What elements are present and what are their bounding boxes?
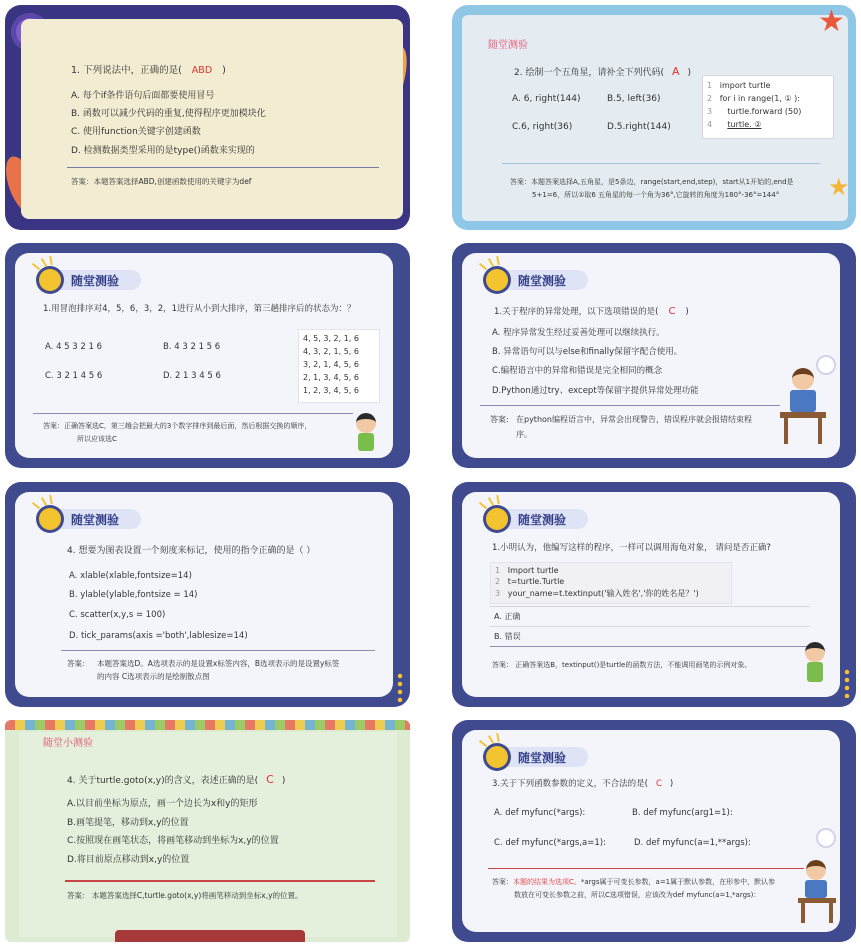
option-c: C. scatter(x,y,s = 100) bbox=[69, 610, 166, 620]
explanation-line-2: 的内容 C选项表示的是绘制散点图 bbox=[97, 672, 210, 681]
code-line: 3 turtle.forward (50) bbox=[707, 107, 802, 116]
code-line: 1 Import turtle bbox=[495, 566, 559, 575]
option-c: C. 使用function关键字创建函数 bbox=[71, 127, 201, 137]
boy-illustration bbox=[802, 642, 828, 686]
sun-icon bbox=[486, 746, 508, 768]
option-c: C. def myfunc(*args,a=1): bbox=[494, 838, 606, 848]
question: 3.关于下列函数参数的定义，不合法的是( C ) bbox=[492, 779, 674, 789]
option-a: A. 正确 bbox=[494, 612, 521, 621]
slide-8 bbox=[452, 720, 856, 942]
starfish-icon: ★ bbox=[818, 5, 845, 39]
header-badge bbox=[33, 267, 143, 291]
slide-2 bbox=[452, 5, 856, 230]
header: 随堂测验 bbox=[518, 751, 567, 765]
option-d: D. 2 1 3 4 5 6 bbox=[163, 371, 221, 381]
option-c: C. 3 2 1 4 5 6 bbox=[45, 371, 103, 381]
explanation-line-2: 所以应该选C bbox=[77, 435, 117, 443]
option-b: B. 4 3 2 1 5 6 bbox=[163, 342, 221, 352]
code-line: 2 t=turtle.Turtle bbox=[495, 577, 565, 586]
question: 1.关于程序的异常处理，以下选项错误的是( C ) bbox=[494, 306, 689, 317]
option-a: A. 4 5 3 2 1 6 bbox=[45, 342, 103, 352]
header: 随堂测验 bbox=[518, 513, 567, 527]
header: 随堂测验 bbox=[488, 40, 528, 51]
bunting-decoration bbox=[5, 720, 410, 730]
code-line: 2 for i in range(1, ① ): bbox=[707, 94, 800, 103]
question: 1. 下列说法中，正确的是( ABD ) bbox=[71, 65, 226, 76]
sort-trace-box bbox=[298, 329, 380, 403]
slide-7-panel bbox=[19, 732, 397, 937]
trace-line: 4, 3, 2, 1, 5, 6 bbox=[303, 347, 359, 356]
header-badge bbox=[33, 506, 143, 530]
decor-dots bbox=[397, 672, 403, 702]
option-b: B. 函数可以减少代码的重复,使得程序更加模块化 bbox=[71, 109, 266, 119]
trace-line: 4, 5, 3, 2, 1, 6 bbox=[303, 334, 359, 343]
slide-3 bbox=[5, 243, 410, 468]
header: 随堂小测验 bbox=[43, 738, 93, 749]
header: 随堂测验 bbox=[71, 513, 120, 527]
explanation-line-1: 本题答案选D。A选项表示的是设置x标签内容，B选项表示的是设置y标签 bbox=[97, 659, 340, 668]
option-c: C.6, right(36) bbox=[512, 122, 573, 132]
option-b: B.5, left(36) bbox=[607, 94, 661, 104]
slide-1 bbox=[5, 5, 410, 230]
student-at-desk-illustration bbox=[780, 368, 830, 448]
option-a: A. def myfunc(*args): bbox=[494, 808, 586, 818]
question: 4. 想要为图表设置一个刻度来标记，使用的指令正确的是（ ） bbox=[67, 546, 316, 556]
student-at-desk-illustration bbox=[798, 860, 838, 926]
slide-7 bbox=[5, 720, 410, 942]
option-b: B. ylable(ylable,fontsize = 14) bbox=[69, 590, 198, 600]
slide-4 bbox=[452, 243, 856, 468]
question: 1.用冒泡排序对4，5，6，3，2，1进行从小到大排序，第三趟排序后的状态为：？ bbox=[43, 304, 356, 314]
option-c: C.按照现在画笔状态，将画笔移动到坐标为x,y的位置 bbox=[67, 836, 279, 846]
option-d: D.Python通过try、except等保留字提供异常处理功能 bbox=[492, 386, 699, 396]
boy-illustration bbox=[353, 413, 379, 453]
option-d: D.将目前原点移动到x,y的位置 bbox=[67, 855, 190, 865]
question: 1.小明认为，他编写这样的程序，一样可以调用海龟对象， 请问是否正确? bbox=[492, 543, 771, 553]
explanation-line-2: 序。 bbox=[516, 430, 532, 439]
slide-3-panel bbox=[15, 253, 393, 458]
explanation: 答案： 正确答案选B，textinput()是turtle的函数方法，不能调用画笔的示例对象。 bbox=[492, 661, 752, 669]
option-d: D.5.right(144) bbox=[607, 122, 671, 132]
decor-circle bbox=[816, 355, 836, 375]
code-line: 3 your_name=t.textinput('输入姓名','你的姓名是？') bbox=[495, 589, 699, 598]
code-block bbox=[702, 75, 834, 139]
option-b: B.画笔提笔，移动到x,y的位置 bbox=[67, 818, 189, 828]
header-badge bbox=[480, 744, 590, 768]
slide-8-panel bbox=[462, 730, 840, 932]
header-badge bbox=[480, 506, 590, 530]
header-badge bbox=[480, 267, 590, 291]
option-a: A. xlable(xlable,fontsize=14) bbox=[69, 571, 192, 581]
slide-5-panel bbox=[15, 492, 393, 697]
explanation-line-1: 答案：本题答案选择A,五角星，是5条边，range(start,end,step)，start从1开始的,end是 bbox=[510, 178, 794, 186]
decor-circle bbox=[816, 828, 836, 848]
explanation: 答案：本题答案选择ABD,创建函数使用的关键字为def bbox=[71, 177, 252, 186]
trace-line: 1, 2, 3, 4, 5, 6 bbox=[303, 386, 359, 395]
stage-decoration bbox=[115, 930, 305, 942]
slide-2-panel bbox=[462, 15, 848, 221]
slide-4-panel bbox=[462, 253, 840, 458]
header: 随堂测验 bbox=[518, 274, 567, 288]
slide-6-panel bbox=[462, 492, 840, 697]
code-line: 1 import turtle bbox=[707, 81, 771, 90]
option-d: D. def myfunc(a=1,**args): bbox=[634, 838, 751, 848]
option-b: B. 异常语句可以与else和finally保留字配合使用。 bbox=[492, 347, 683, 357]
option-d: D. 检测数据类型采用的是type()函数来实现的 bbox=[71, 146, 255, 156]
option-c: C.编程语言中的异常和错误是完全相同的概念 bbox=[492, 366, 663, 376]
code-block bbox=[490, 562, 732, 604]
sun-icon bbox=[486, 269, 508, 291]
decor-dots bbox=[844, 668, 850, 698]
option-a: A. 6, right(144) bbox=[512, 94, 581, 104]
explanation-line-2: 数放在可变长参数之前，所以C选项错误，应该改为def myfunc(a=1,*args)： bbox=[514, 891, 761, 899]
trace-line: 3, 2, 1, 4, 5, 6 bbox=[303, 360, 359, 369]
option-a: A.以目前坐标为原点，画一个边长为x和y的矩形 bbox=[67, 799, 258, 809]
slide-5 bbox=[5, 482, 410, 707]
option-d: D. tick_params(axis ='both',lablesize=14) bbox=[69, 631, 248, 641]
option-b: B. def myfunc(arg1=1): bbox=[632, 808, 733, 818]
option-a: A. 每个if条件语句后面都要使用冒号 bbox=[71, 91, 215, 101]
explanation-label: 答案： bbox=[67, 659, 90, 668]
header: 随堂测验 bbox=[71, 274, 120, 288]
slide-1-panel bbox=[21, 19, 403, 219]
option-a: A. 程序异常发生经过妥善处理可以继续执行。 bbox=[492, 328, 665, 338]
explanation-line-1: 答案：正确答案选C，第三趟会把最大的3个数字排序到最后面，然后根据交换的顺序， bbox=[43, 422, 312, 430]
code-line: 4 turtle. ② bbox=[707, 120, 762, 129]
explanation-line-1: 在python编程语言中，异常会出现警告，错误程序就会报错结束程 bbox=[516, 415, 752, 424]
sun-icon bbox=[39, 508, 61, 530]
question: 4. 关于turtle.goto(x,y)的含义，表述正确的是( C ) bbox=[67, 773, 286, 786]
sun-icon bbox=[486, 508, 508, 530]
question: 2. 绘制一个五角星，请补全下列代码( A ) bbox=[514, 65, 692, 78]
explanation: 答案： 本题答案选择C,turtle.goto(x,y)将画笔移动到坐标x,y的位置。 bbox=[67, 891, 303, 900]
star-icon: ★ bbox=[828, 173, 850, 201]
sun-icon bbox=[39, 269, 61, 291]
explanation-line-1: 答案：本题的结果为选项C。*args属于可变长参数，a=1属于默认参数，在形参中，默认参 bbox=[492, 878, 776, 886]
slide-6 bbox=[452, 482, 856, 707]
option-b: B. 错误 bbox=[494, 632, 521, 641]
explanation-line-2: 5+1=6，所以①取6 五角星的每一个角为36°,它旋转的角度为180°-36°=144° bbox=[532, 191, 780, 199]
trace-line: 2, 1, 3, 4, 5, 6 bbox=[303, 373, 359, 382]
explanation-label: 答案: bbox=[490, 415, 509, 424]
